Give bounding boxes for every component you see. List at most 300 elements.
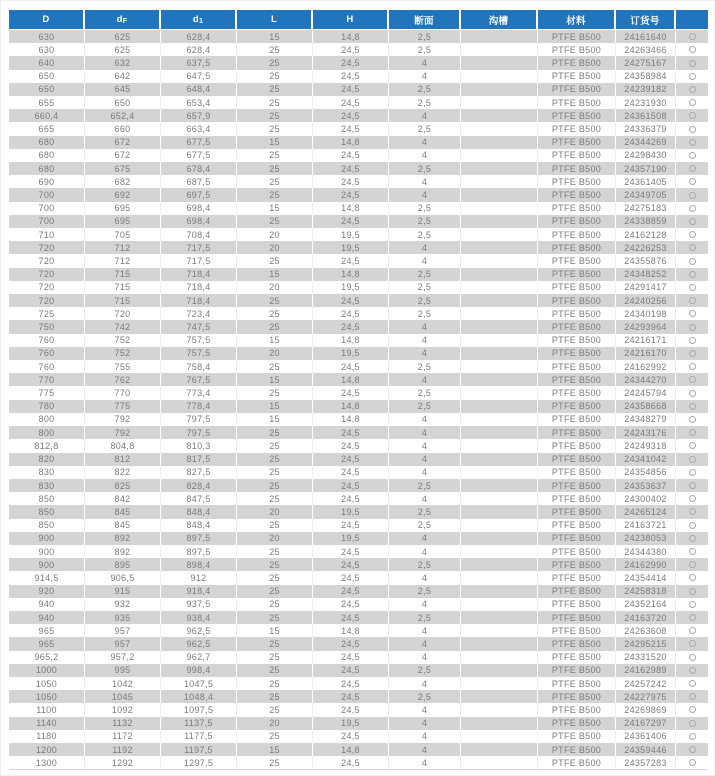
- cell-H: 24,5: [313, 651, 389, 664]
- table-row: [9, 228, 708, 241]
- column-header-material: [538, 10, 616, 29]
- cell-section: 4: [389, 571, 461, 584]
- table-row: [9, 215, 708, 228]
- table-row: [9, 400, 708, 413]
- cell-availability: [676, 294, 708, 307]
- table-row: [9, 175, 708, 188]
- cell-groove: [461, 215, 538, 228]
- cell-section: 4: [389, 334, 461, 347]
- table-row: [9, 439, 708, 452]
- cell-groove: [461, 677, 538, 690]
- cell-groove: [461, 83, 538, 96]
- cell-D: 655: [9, 96, 85, 109]
- cell-H: 24,5: [313, 585, 389, 598]
- availability-circle-icon: [689, 60, 696, 67]
- cell-material: PTFE B500: [538, 519, 616, 532]
- cell-D: 720: [9, 268, 85, 281]
- cell-availability: [676, 241, 708, 254]
- availability-circle-icon: [689, 46, 696, 53]
- cell-dF: 672: [85, 136, 161, 149]
- cell-D: 920: [9, 585, 85, 598]
- cell-d1: 1137,5: [161, 717, 237, 730]
- cell-material: PTFE B500: [538, 571, 616, 584]
- cell-H: 24,5: [313, 149, 389, 162]
- cell-dF: 692: [85, 188, 161, 201]
- cell-order_no: 24358984: [616, 70, 676, 83]
- cell-groove: [461, 149, 538, 162]
- cell-H: 24,5: [313, 70, 389, 83]
- cell-D: 820: [9, 453, 85, 466]
- cell-order_no: 24341042: [616, 453, 676, 466]
- cell-order_no: 24265124: [616, 505, 676, 518]
- cell-groove: [461, 202, 538, 215]
- cell-H: 24,5: [313, 254, 389, 267]
- cell-availability: [676, 624, 708, 637]
- cell-dF: 895: [85, 558, 161, 571]
- cell-material: PTFE B500: [538, 637, 616, 650]
- cell-d1: 698,4: [161, 202, 237, 215]
- availability-circle-icon: [689, 561, 696, 568]
- cell-dF: 1042: [85, 677, 161, 690]
- cell-D: 680: [9, 162, 85, 175]
- availability-circle-icon: [689, 310, 696, 317]
- availability-circle-icon: [689, 244, 696, 251]
- cell-D: 700: [9, 215, 85, 228]
- availability-circle-icon: [689, 284, 696, 291]
- cell-H: 19,5: [313, 532, 389, 545]
- table-row: [9, 122, 708, 135]
- cell-order_no: 24298430: [616, 149, 676, 162]
- cell-order_no: 24338859: [616, 215, 676, 228]
- cell-order_no: 24331520: [616, 651, 676, 664]
- cell-dF: 932: [85, 598, 161, 611]
- cell-section: 4: [389, 453, 461, 466]
- cell-L: 25: [237, 307, 313, 320]
- cell-H: 14,8: [313, 624, 389, 637]
- cell-order_no: 24162128: [616, 228, 676, 241]
- cell-groove: [461, 532, 538, 545]
- cell-groove: [461, 43, 538, 56]
- cell-D: 700: [9, 188, 85, 201]
- cell-availability: [676, 136, 708, 149]
- table-row: [9, 532, 708, 545]
- cell-H: 14,8: [313, 136, 389, 149]
- cell-d1: 723,4: [161, 307, 237, 320]
- cell-d1: 647,5: [161, 70, 237, 83]
- cell-availability: [676, 400, 708, 413]
- cell-availability: [676, 228, 708, 241]
- cell-order_no: 24349705: [616, 188, 676, 201]
- cell-L: 20: [237, 717, 313, 730]
- cell-D: 700: [9, 202, 85, 215]
- cell-section: 4: [389, 149, 461, 162]
- cell-availability: [676, 347, 708, 360]
- cell-availability: [676, 202, 708, 215]
- cell-section: 4: [389, 136, 461, 149]
- cell-L: 25: [237, 703, 313, 716]
- cell-material: PTFE B500: [538, 43, 616, 56]
- cell-groove: [461, 611, 538, 624]
- availability-circle-icon: [689, 126, 696, 133]
- cell-D: 812,8: [9, 439, 85, 452]
- cell-order_no: 24216171: [616, 334, 676, 347]
- cell-H: 24,5: [313, 439, 389, 452]
- cell-L: 25: [237, 585, 313, 598]
- availability-circle-icon: [689, 733, 696, 740]
- cell-availability: [676, 373, 708, 386]
- cell-section: 4: [389, 426, 461, 439]
- cell-groove: [461, 307, 538, 320]
- cell-material: PTFE B500: [538, 96, 616, 109]
- cell-material: PTFE B500: [538, 347, 616, 360]
- cell-dF: 792: [85, 413, 161, 426]
- table-row: [9, 96, 708, 109]
- cell-order_no: 24300402: [616, 492, 676, 505]
- column-header-d1: [161, 10, 237, 29]
- cell-groove: [461, 254, 538, 267]
- cell-d1: 848,4: [161, 505, 237, 518]
- cell-section: 2,5: [389, 268, 461, 281]
- cell-d1: 767,5: [161, 373, 237, 386]
- cell-D: 720: [9, 281, 85, 294]
- availability-circle-icon: [689, 456, 696, 463]
- table-row: [9, 360, 708, 373]
- cell-d1: 962,5: [161, 624, 237, 637]
- cell-d1: 817,5: [161, 453, 237, 466]
- availability-circle-icon: [689, 139, 696, 146]
- cell-L: 20: [237, 505, 313, 518]
- cell-order_no: 24263466: [616, 43, 676, 56]
- cell-material: PTFE B500: [538, 175, 616, 188]
- cell-D: 780: [9, 400, 85, 413]
- cell-d1: 1097,5: [161, 703, 237, 716]
- cell-availability: [676, 756, 708, 769]
- availability-circle-icon: [689, 416, 696, 423]
- cell-H: 24,5: [313, 545, 389, 558]
- cell-order_no: 24344270: [616, 373, 676, 386]
- table-row: [9, 268, 708, 281]
- cell-groove: [461, 320, 538, 333]
- availability-circle-icon: [689, 192, 696, 199]
- cell-d1: 657,9: [161, 109, 237, 122]
- cell-material: PTFE B500: [538, 479, 616, 492]
- cell-d1: 1048,4: [161, 690, 237, 703]
- cell-groove: [461, 281, 538, 294]
- availability-circle-icon: [689, 469, 696, 476]
- cell-d1: 677,5: [161, 136, 237, 149]
- cell-H: 24,5: [313, 558, 389, 571]
- cell-groove: [461, 347, 538, 360]
- cell-availability: [676, 30, 708, 43]
- cell-d1: 912: [161, 571, 237, 584]
- column-header-label: H: [346, 14, 354, 25]
- table-row: [9, 545, 708, 558]
- cell-material: PTFE B500: [538, 228, 616, 241]
- cell-L: 25: [237, 637, 313, 650]
- cell-H: 24,5: [313, 175, 389, 188]
- cell-L: 25: [237, 109, 313, 122]
- table-row: [9, 30, 708, 43]
- cell-material: PTFE B500: [538, 254, 616, 267]
- cell-H: 24,5: [313, 56, 389, 69]
- cell-dF: 995: [85, 664, 161, 677]
- cell-dF: 1092: [85, 703, 161, 716]
- cell-groove: [461, 386, 538, 399]
- cell-groove: [461, 136, 538, 149]
- cell-order_no: 24348252: [616, 268, 676, 281]
- cell-availability: [676, 439, 708, 452]
- cell-groove: [461, 505, 538, 518]
- cell-dF: 675: [85, 162, 161, 175]
- cell-d1: 628,4: [161, 30, 237, 43]
- availability-circle-icon: [689, 720, 696, 727]
- cell-dF: 762: [85, 373, 161, 386]
- cell-availability: [676, 96, 708, 109]
- availability-circle-icon: [689, 218, 696, 225]
- cell-order_no: 24216170: [616, 347, 676, 360]
- availability-circle-icon: [689, 152, 696, 159]
- cell-D: 900: [9, 558, 85, 571]
- availability-circle-icon: [689, 178, 696, 185]
- cell-L: 25: [237, 466, 313, 479]
- cell-order_no: 24291417: [616, 281, 676, 294]
- cell-D: 650: [9, 83, 85, 96]
- table-row: [9, 70, 708, 83]
- table-row: [9, 637, 708, 650]
- table-row: [9, 373, 708, 386]
- cell-order_no: 24355876: [616, 254, 676, 267]
- column-header-label: 订货号: [630, 15, 660, 27]
- column-header-section: [389, 10, 461, 29]
- cell-dF: 770: [85, 386, 161, 399]
- cell-L: 25: [237, 83, 313, 96]
- table-row: [9, 149, 708, 162]
- availability-circle-icon: [689, 522, 696, 529]
- cell-L: 20: [237, 281, 313, 294]
- table-row: [9, 505, 708, 518]
- cell-H: 24,5: [313, 162, 389, 175]
- cell-dF: 682: [85, 175, 161, 188]
- cell-d1: 962,7: [161, 651, 237, 664]
- availability-circle-icon: [689, 574, 696, 581]
- cell-dF: 715: [85, 281, 161, 294]
- cell-D: 770: [9, 373, 85, 386]
- table-row: [9, 43, 708, 56]
- cell-D: 1300: [9, 756, 85, 769]
- availability-circle-icon: [689, 482, 696, 489]
- cell-L: 25: [237, 188, 313, 201]
- cell-d1: 1047,5: [161, 677, 237, 690]
- cell-section: 4: [389, 717, 461, 730]
- cell-section: 2,5: [389, 96, 461, 109]
- cell-H: 24,5: [313, 637, 389, 650]
- cell-section: 4: [389, 598, 461, 611]
- availability-circle-icon: [689, 654, 696, 661]
- cell-dF: 625: [85, 43, 161, 56]
- cell-L: 25: [237, 43, 313, 56]
- cell-availability: [676, 637, 708, 650]
- cell-section: 2,5: [389, 400, 461, 413]
- cell-availability: [676, 545, 708, 558]
- cell-dF: 1192: [85, 743, 161, 756]
- cell-H: 24,5: [313, 519, 389, 532]
- cell-H: 24,5: [313, 426, 389, 439]
- cell-availability: [676, 162, 708, 175]
- cell-groove: [461, 109, 538, 122]
- cell-D: 800: [9, 426, 85, 439]
- cell-H: 24,5: [313, 453, 389, 466]
- cell-material: PTFE B500: [538, 109, 616, 122]
- cell-D: 630: [9, 43, 85, 56]
- cell-dF: 957: [85, 624, 161, 637]
- cell-H: 24,5: [313, 756, 389, 769]
- column-header-availability: [676, 10, 708, 29]
- cell-groove: [461, 479, 538, 492]
- cell-groove: [461, 637, 538, 650]
- cell-groove: [461, 30, 538, 43]
- availability-circle-icon: [689, 363, 696, 370]
- cell-D: 760: [9, 360, 85, 373]
- cell-order_no: 24357283: [616, 756, 676, 769]
- cell-D: 1050: [9, 677, 85, 690]
- cell-H: 14,8: [313, 268, 389, 281]
- cell-H: 24,5: [313, 492, 389, 505]
- cell-dF: 752: [85, 347, 161, 360]
- cell-L: 15: [237, 624, 313, 637]
- cell-groove: [461, 743, 538, 756]
- cell-H: 24,5: [313, 43, 389, 56]
- cell-H: 19,5: [313, 717, 389, 730]
- cell-L: 15: [237, 743, 313, 756]
- column-header-label: d: [116, 14, 123, 25]
- cell-section: 4: [389, 545, 461, 558]
- column-header-groove: [461, 10, 538, 29]
- table-row: [9, 690, 708, 703]
- cell-order_no: 24227975: [616, 690, 676, 703]
- availability-circle-icon: [689, 337, 696, 344]
- cell-groove: [461, 545, 538, 558]
- cell-availability: [676, 149, 708, 162]
- cell-L: 25: [237, 122, 313, 135]
- cell-material: PTFE B500: [538, 56, 616, 69]
- cell-material: PTFE B500: [538, 585, 616, 598]
- availability-circle-icon: [689, 667, 696, 674]
- availability-circle-icon: [689, 86, 696, 93]
- cell-d1: 937,5: [161, 598, 237, 611]
- cell-L: 25: [237, 492, 313, 505]
- cell-order_no: 24162992: [616, 360, 676, 373]
- cell-H: 24,5: [313, 215, 389, 228]
- cell-availability: [676, 215, 708, 228]
- availability-circle-icon: [689, 258, 696, 265]
- cell-d1: 897,5: [161, 545, 237, 558]
- table-row: [9, 585, 708, 598]
- cell-material: PTFE B500: [538, 598, 616, 611]
- cell-dF: 742: [85, 320, 161, 333]
- cell-section: 4: [389, 109, 461, 122]
- cell-availability: [676, 677, 708, 690]
- cell-D: 830: [9, 479, 85, 492]
- cell-d1: 747,5: [161, 320, 237, 333]
- cell-L: 25: [237, 690, 313, 703]
- cell-section: 2,5: [389, 281, 461, 294]
- cell-L: 25: [237, 558, 313, 571]
- cell-material: PTFE B500: [538, 215, 616, 228]
- cell-material: PTFE B500: [538, 136, 616, 149]
- cell-D: 900: [9, 545, 85, 558]
- cell-d1: 847,5: [161, 492, 237, 505]
- table-row: [9, 479, 708, 492]
- cell-order_no: 24336379: [616, 122, 676, 135]
- table-row: [9, 756, 708, 769]
- cell-availability: [676, 743, 708, 756]
- cell-D: 940: [9, 611, 85, 624]
- cell-availability: [676, 188, 708, 201]
- cell-order_no: 24295215: [616, 637, 676, 650]
- cell-d1: 797,5: [161, 413, 237, 426]
- table-row: [9, 624, 708, 637]
- cell-groove: [461, 717, 538, 730]
- availability-circle-icon: [689, 376, 696, 383]
- cell-H: 24,5: [313, 122, 389, 135]
- cell-material: PTFE B500: [538, 413, 616, 426]
- cell-groove: [461, 453, 538, 466]
- cell-d1: 1177,5: [161, 730, 237, 743]
- table-row: [9, 598, 708, 611]
- cell-order_no: 24263608: [616, 624, 676, 637]
- table-row: [9, 320, 708, 333]
- cell-material: PTFE B500: [538, 505, 616, 518]
- cell-d1: 718,4: [161, 281, 237, 294]
- cell-H: 19,5: [313, 281, 389, 294]
- table-row: [9, 558, 708, 571]
- cell-material: PTFE B500: [538, 241, 616, 254]
- table-row: [9, 571, 708, 584]
- cell-L: 25: [237, 611, 313, 624]
- cell-order_no: 24275167: [616, 56, 676, 69]
- cell-D: 690: [9, 175, 85, 188]
- cell-L: 25: [237, 70, 313, 83]
- cell-material: PTFE B500: [538, 730, 616, 743]
- availability-circle-icon: [689, 324, 696, 331]
- cell-availability: [676, 122, 708, 135]
- cell-order_no: 24293964: [616, 320, 676, 333]
- column-header-order_no: [616, 10, 676, 29]
- availability-circle-icon: [689, 390, 696, 397]
- cell-order_no: 24358668: [616, 400, 676, 413]
- cell-material: PTFE B500: [538, 386, 616, 399]
- cell-dF: 712: [85, 254, 161, 267]
- table-row: [9, 188, 708, 201]
- column-header-label: 材料: [566, 15, 586, 27]
- availability-circle-icon: [689, 429, 696, 436]
- cell-d1: 637,5: [161, 56, 237, 69]
- cell-section: 4: [389, 677, 461, 690]
- cell-L: 25: [237, 386, 313, 399]
- cell-groove: [461, 624, 538, 637]
- cell-L: 20: [237, 532, 313, 545]
- cell-H: 24,5: [313, 307, 389, 320]
- cell-availability: [676, 479, 708, 492]
- cell-H: 24,5: [313, 360, 389, 373]
- cell-section: 4: [389, 466, 461, 479]
- availability-circle-icon: [689, 759, 696, 766]
- cell-groove: [461, 175, 538, 188]
- availability-circle-icon: [689, 112, 696, 119]
- cell-dF: 705: [85, 228, 161, 241]
- cell-H: 24,5: [313, 690, 389, 703]
- cell-D: 1000: [9, 664, 85, 677]
